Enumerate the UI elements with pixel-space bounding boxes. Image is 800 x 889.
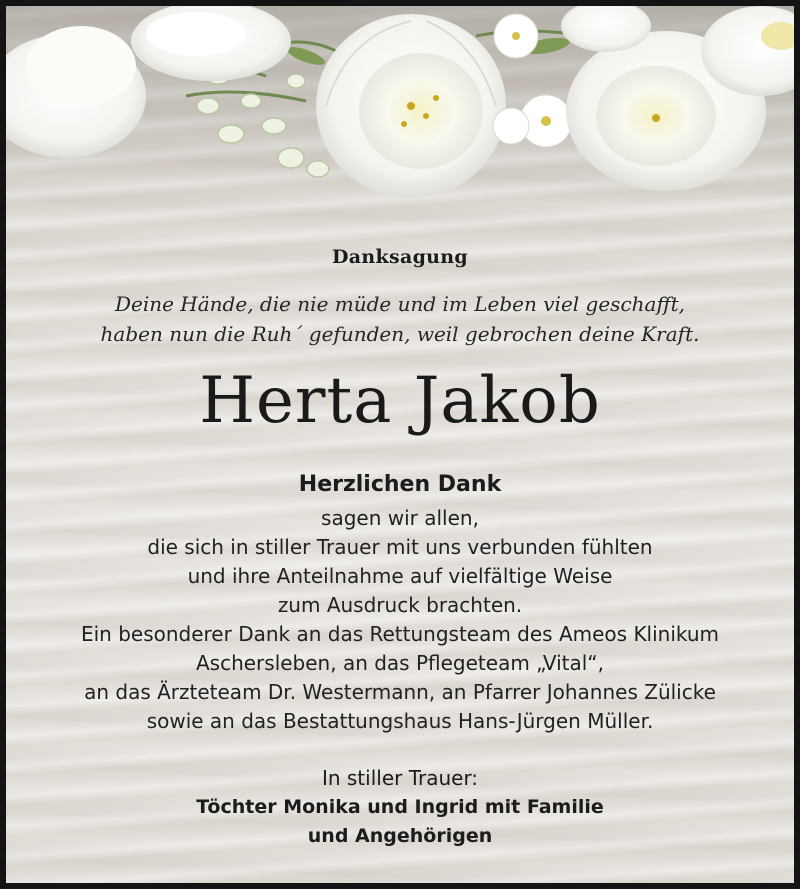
verse-line: Deine Hände, die nie müde und im Leben viel geschafft, [114,292,686,316]
body-line: die sich in stiller Trauer mit uns verbunden fühlten [147,535,653,559]
memorial-verse [6,289,794,349]
notice-heading: Danksagung [332,246,468,268]
signoff-intro: In stiller Trauer: [321,766,479,790]
deceased-name: Herta Jakob [199,364,601,438]
thanks-body [6,504,794,736]
body-line: Aschersleben, an das Pflegeteam „Vital“, [195,651,605,675]
body-line: und ihre Anteilnahme auf vielfältige Weise [187,564,613,588]
signoff-names: Töchter Monika und Ingrid mit Familie [196,796,604,818]
body-line: an das Ärzteteam Dr. Westermann, an Pfarrer Johannes Zülicke [84,680,716,704]
white-tulips-image [6,6,794,206]
body-line: zum Ausdruck brachten. [277,593,523,617]
signoff [6,764,794,851]
body-line: sagen wir allen, [321,506,479,530]
body-line: Ein besonderer Dank an das Rettungsteam des Ameos Klinikum [80,622,720,646]
signoff-names: und Angehörigen [307,825,493,847]
body-line: sowie an das Bestattungshaus Hans-Jürgen Müller. [146,709,654,733]
verse-line: haben nun die Ruh´ gefunden, weil gebrochen deine Kraft. [100,322,700,346]
thanks-title: Herzlichen Dank [298,472,502,497]
